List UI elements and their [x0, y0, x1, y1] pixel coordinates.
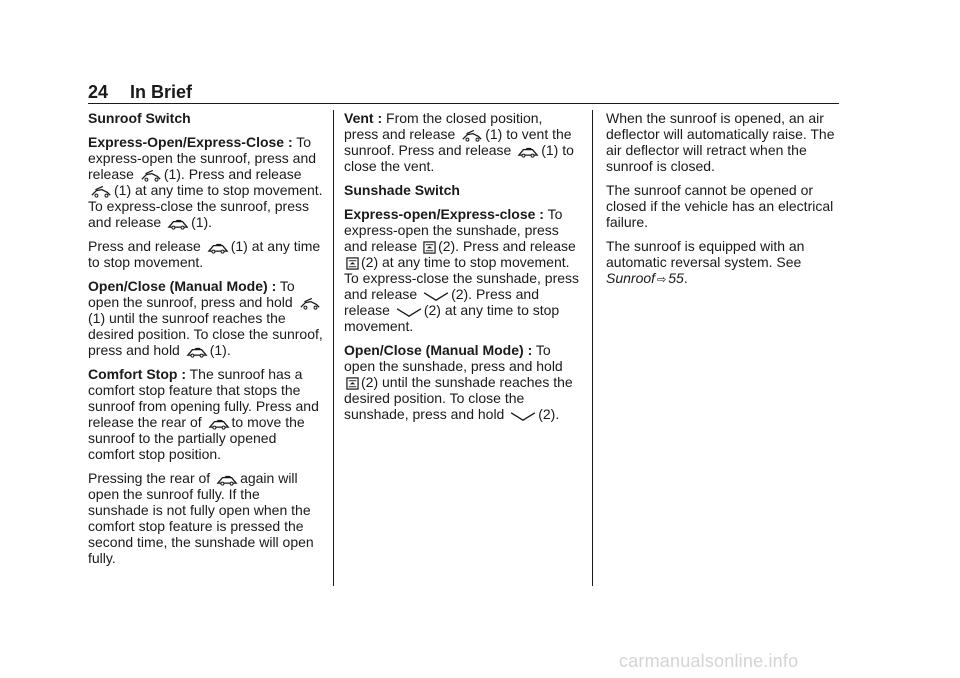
xref-page-number: 55: [668, 270, 684, 286]
sunshade-open-icon: [346, 257, 359, 270]
sunroof-switch-heading: Sunroof Switch: [88, 110, 191, 126]
column-divider-2: [592, 110, 593, 586]
comfort-stop-paragraph: Comfort Stop : The sunroof has a comfort stop feature that stops the sunroof from opening fully. Press and release the rear of to move the sunroof to the partially opened comfort stop position.: [88, 366, 319, 462]
auto-reversal-paragraph: The sunroof is equipped with an automatic reversal system. See Sunroof ⇨ 55.: [606, 238, 805, 286]
header-rule: [88, 103, 839, 104]
term-sunshade-express: Express-open/Express-close :: [344, 206, 544, 222]
sunshade-switch-heading: Sunshade Switch: [344, 182, 460, 198]
sunroof-tilt-vent-icon: [90, 185, 112, 198]
sunshade-manual-paragraph: Open/Close (Manual Mode) : To open the sunshade, press and hold (2) until the sunshade reaches the desired position. To close the sunshade, press and hold (2).: [344, 342, 573, 422]
manual-mode-paragraph: Open/Close (Manual Mode) : To open the sunroof, press and hold (1) until the sunroof reaches the desired position. To close the sunroof, press and hold (1).: [88, 278, 323, 358]
column-1: [88, 110, 324, 574]
sunroof-tilt-vent-icon: [461, 129, 483, 142]
sunshade-express-paragraph: Express-open/Express-close : To express-open the sunshade, press and release (2). Press and release (2) at any time to stop movement. To express-close the sunshade, press and release (2). Press and release (2) at any time to stop movement.: [344, 206, 580, 334]
term-vent: Vent :: [344, 110, 383, 126]
section-title: In Brief: [130, 82, 193, 102]
page-number: 24: [88, 82, 109, 102]
electrical-failure-paragraph: The sunroof cannot be opened or closed if the vehicle has an electrical failure.: [606, 182, 834, 230]
sunroof-close-icon: [517, 145, 539, 158]
column-3: [606, 110, 838, 296]
sunshade-open-icon: [423, 241, 436, 254]
express-open-close-paragraph: Express-Open/Express-Close : To express-open the sunroof, press and release (1). Press and release (1) at any time to stop movement. To express-close the sunroof, press and release (1).: [88, 134, 323, 230]
sunshade-close-icon: [396, 307, 422, 318]
term-manual-mode: Open/Close (Manual Mode) :: [88, 278, 277, 294]
term-sunshade-manual: Open/Close (Manual Mode) :: [344, 342, 533, 358]
column-2: [344, 110, 580, 430]
cross-reference-arrow-icon: ⇨: [657, 274, 667, 286]
sunroof-tilt-vent-icon: [299, 297, 321, 310]
sunshade-close-icon: [423, 291, 449, 302]
sunroof-close-icon: [216, 473, 238, 486]
sunshade-open-icon: [346, 377, 359, 390]
page-header: [88, 82, 192, 102]
sunshade-close-icon: [510, 411, 536, 422]
watermark: carmanualsonline.info: [619, 651, 799, 671]
air-deflector-paragraph: When the sunroof is opened, an air deflector will automatically raise. The air deflector will retract when the sunroof is closed.: [606, 110, 835, 174]
sunroof-xref-link[interactable]: Sunroof: [606, 270, 656, 286]
term-express-open-close: Express-Open/Express-Close :: [88, 134, 293, 150]
stop-movement-paragraph: Press and release (1) at any time to stop movement.: [88, 238, 321, 270]
sunroof-tilt-vent-icon: [140, 169, 162, 182]
vent-paragraph: Vent : From the closed position, press and release (1) to vent the sunroof. Press and release (1) to close the vent.: [344, 110, 574, 174]
comfort-stop-second-paragraph: Pressing the rear of again will open the sunroof fully. If the sunshade is not fully open when the comfort stop feature is pressed the second time, the sunshade will open fully.: [88, 470, 314, 566]
sunroof-close-icon: [207, 241, 229, 254]
sunroof-close-icon: [208, 417, 230, 430]
sunroof-close-icon: [167, 217, 189, 230]
sunroof-close-icon: [186, 345, 208, 358]
column-divider-1: [333, 110, 334, 586]
term-comfort-stop: Comfort Stop :: [88, 366, 186, 382]
